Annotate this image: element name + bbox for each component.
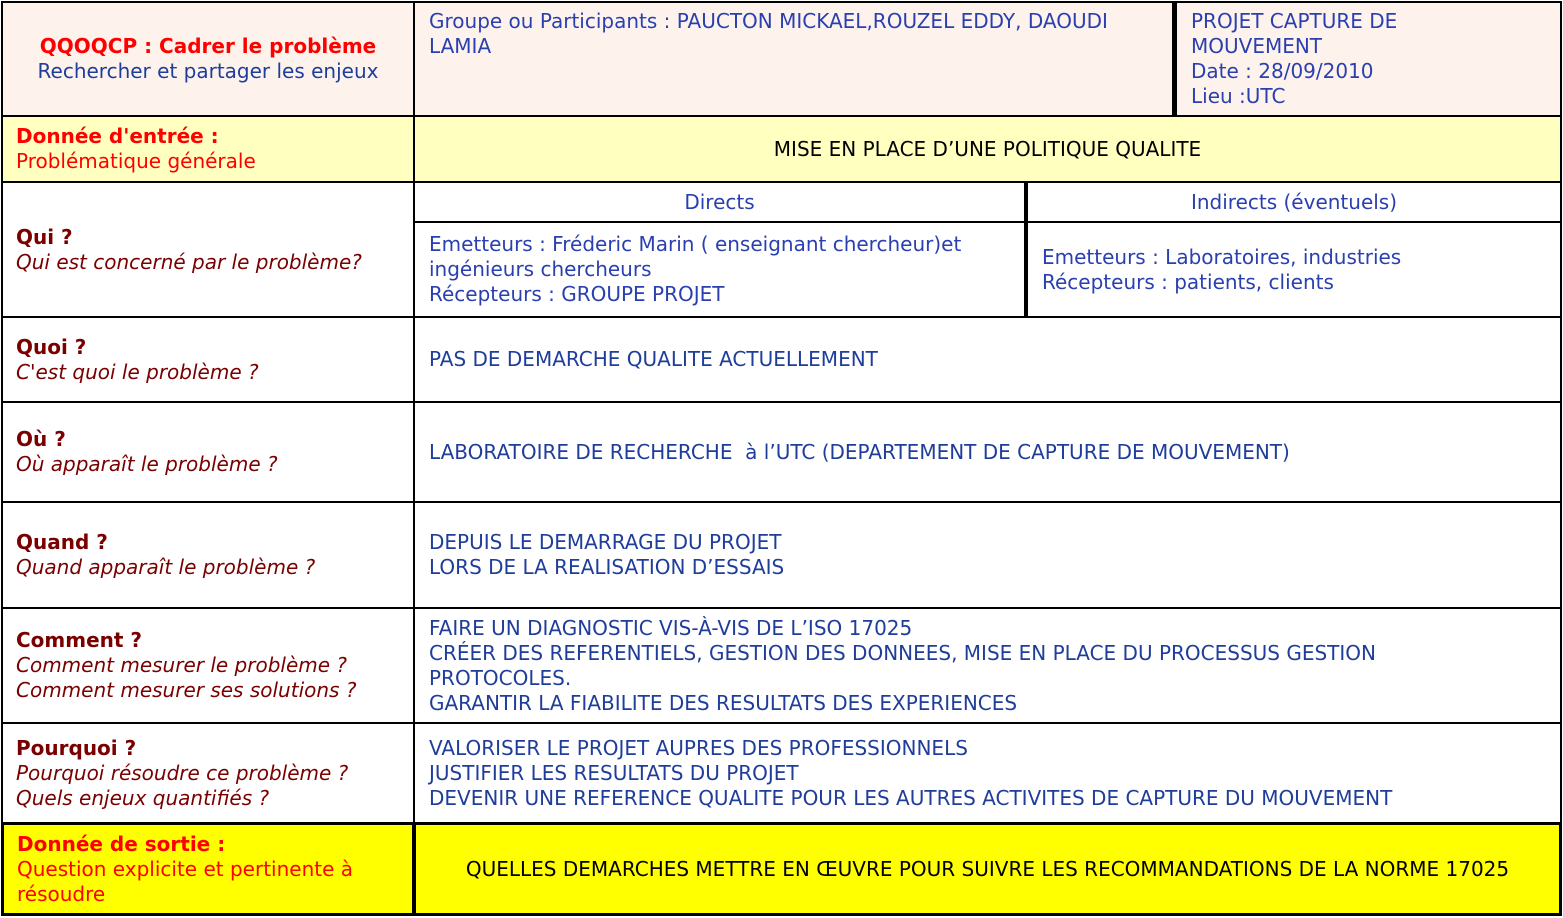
entree-sublabel: Problématique générale bbox=[16, 149, 256, 173]
entree-label: Donnée d'entrée : bbox=[16, 124, 219, 148]
sortie-value: QUELLES DEMARCHES METTRE EN ŒUVRE POUR SUIVRE LES RECOMMANDATIONS DE LA NORME 17025 bbox=[465, 856, 1510, 881]
quand-label: Quand ? bbox=[16, 530, 108, 554]
pourquoi-line: VALORISER LE PROJET AUPRES DES PROFESSIONNELS bbox=[429, 735, 968, 760]
document-subtitle: Rechercher et partager les enjeux bbox=[37, 59, 379, 83]
qui-label-cell bbox=[1, 181, 415, 318]
sortie-label-cell bbox=[1, 822, 415, 916]
quand-question: Quand apparaît le problème ? bbox=[16, 555, 316, 579]
comment-label: Comment ? bbox=[16, 628, 143, 652]
indirects-header: Indirects (éventuels) bbox=[1190, 189, 1398, 214]
directs-header-cell bbox=[413, 181, 1028, 223]
quand-line: DEPUIS LE DEMARRAGE DU PROJET bbox=[429, 530, 782, 554]
quand-label-cell bbox=[1, 501, 415, 609]
pourquoi-label-cell bbox=[1, 722, 415, 824]
directs-header: Directs bbox=[684, 189, 755, 214]
indirects-line: Emetteurs : Laboratoires, industries bbox=[1042, 244, 1402, 269]
project-line: PROJET CAPTURE DE bbox=[1191, 9, 1398, 33]
participants-text: Groupe ou Participants : PAUCTON MICKAEL,ROUZEL EDDY, DAOUDI LAMIA bbox=[429, 9, 1108, 58]
header-title-cell bbox=[1, 1, 415, 117]
project-line: MOUVEMENT bbox=[1191, 34, 1323, 58]
comment-line: PROTOCOLES. bbox=[429, 665, 572, 690]
quoi-label-cell bbox=[1, 316, 415, 403]
quoi-value: PAS DE DEMARCHE QUALITE ACTUELLEMENT bbox=[429, 347, 878, 371]
pourquoi-value-cell bbox=[413, 722, 1562, 824]
comment-line: CRÉER DES REFERENTIELS, GESTION DES DONNEES, MISE EN PLACE DU PROCESSUS GESTION bbox=[429, 640, 1376, 665]
comment-line: FAIRE UN DIAGNOSTIC VIS-À-VIS DE L’ISO 17025 bbox=[429, 615, 913, 640]
quand-line: LORS DE LA REALISATION D’ESSAIS bbox=[429, 555, 785, 579]
pourquoi-line: JUSTIFIER LES RESULTATS DU PROJET bbox=[429, 760, 799, 785]
sortie-value-cell bbox=[413, 822, 1562, 916]
comment-question: Comment mesurer ses solutions ? bbox=[16, 678, 357, 702]
project-info-cell bbox=[1175, 1, 1562, 117]
pourquoi-line: DEVENIR UNE REFERENCE QUALITE POUR LES AUTRES ACTIVITES DE CAPTURE DU MOUVEMENT bbox=[429, 785, 1393, 810]
qui-question: Qui est concerné par le problème? bbox=[16, 249, 362, 274]
project-location: Lieu :UTC bbox=[1191, 84, 1286, 108]
ou-label: Où ? bbox=[16, 427, 66, 451]
project-date: Date : 28/09/2010 bbox=[1191, 59, 1374, 83]
sortie-sublabel: résoudre bbox=[17, 881, 106, 906]
sortie-sublabel: Question explicite et pertinente à bbox=[17, 856, 354, 881]
quoi-label: Quoi ? bbox=[16, 334, 87, 359]
directs-line: Emetteurs : Fréderic Marin ( enseignant chercheur)et bbox=[429, 232, 962, 256]
qui-label: Qui ? bbox=[16, 224, 73, 249]
directs-cell bbox=[413, 221, 1028, 318]
comment-label-cell bbox=[1, 607, 415, 724]
comment-question: Comment mesurer le problème ? bbox=[16, 653, 348, 677]
indirects-line: Récepteurs : patients, clients bbox=[1042, 269, 1334, 294]
comment-value-cell bbox=[413, 607, 1562, 724]
entree-value-cell bbox=[413, 115, 1562, 183]
directs-line: ingénieurs chercheurs bbox=[429, 257, 652, 281]
indirects-header-cell bbox=[1026, 181, 1562, 223]
indirects-cell bbox=[1026, 221, 1562, 318]
quoi-question: C'est quoi le problème ? bbox=[16, 359, 259, 384]
quand-value-cell bbox=[413, 501, 1562, 609]
ou-value-cell bbox=[413, 401, 1562, 503]
sortie-label: Donnée de sortie : bbox=[17, 831, 226, 856]
pourquoi-label: Pourquoi ? bbox=[16, 735, 137, 760]
participants-cell bbox=[413, 1, 1177, 117]
entree-label-cell bbox=[1, 115, 415, 183]
entree-value: MISE EN PLACE D’UNE POLITIQUE QUALITE bbox=[773, 136, 1202, 161]
directs-line: Récepteurs : GROUPE PROJET bbox=[429, 282, 725, 306]
comment-line: GARANTIR LA FIABILITE DES RESULTATS DES EXPERIENCES bbox=[429, 690, 1018, 715]
document-title: QQOQCP : Cadrer le problème bbox=[39, 34, 377, 58]
pourquoi-question: Pourquoi résoudre ce problème ? bbox=[16, 760, 349, 785]
pourquoi-question: Quels enjeux quantifiés ? bbox=[16, 785, 270, 810]
quoi-value-cell bbox=[413, 316, 1562, 403]
ou-question: Où apparaît le problème ? bbox=[16, 452, 278, 476]
ou-value: LABORATOIRE DE RECHERCHE à l’UTC (DEPARTEMENT DE CAPTURE DE MOUVEMENT) bbox=[429, 439, 1290, 464]
ou-label-cell bbox=[1, 401, 415, 503]
